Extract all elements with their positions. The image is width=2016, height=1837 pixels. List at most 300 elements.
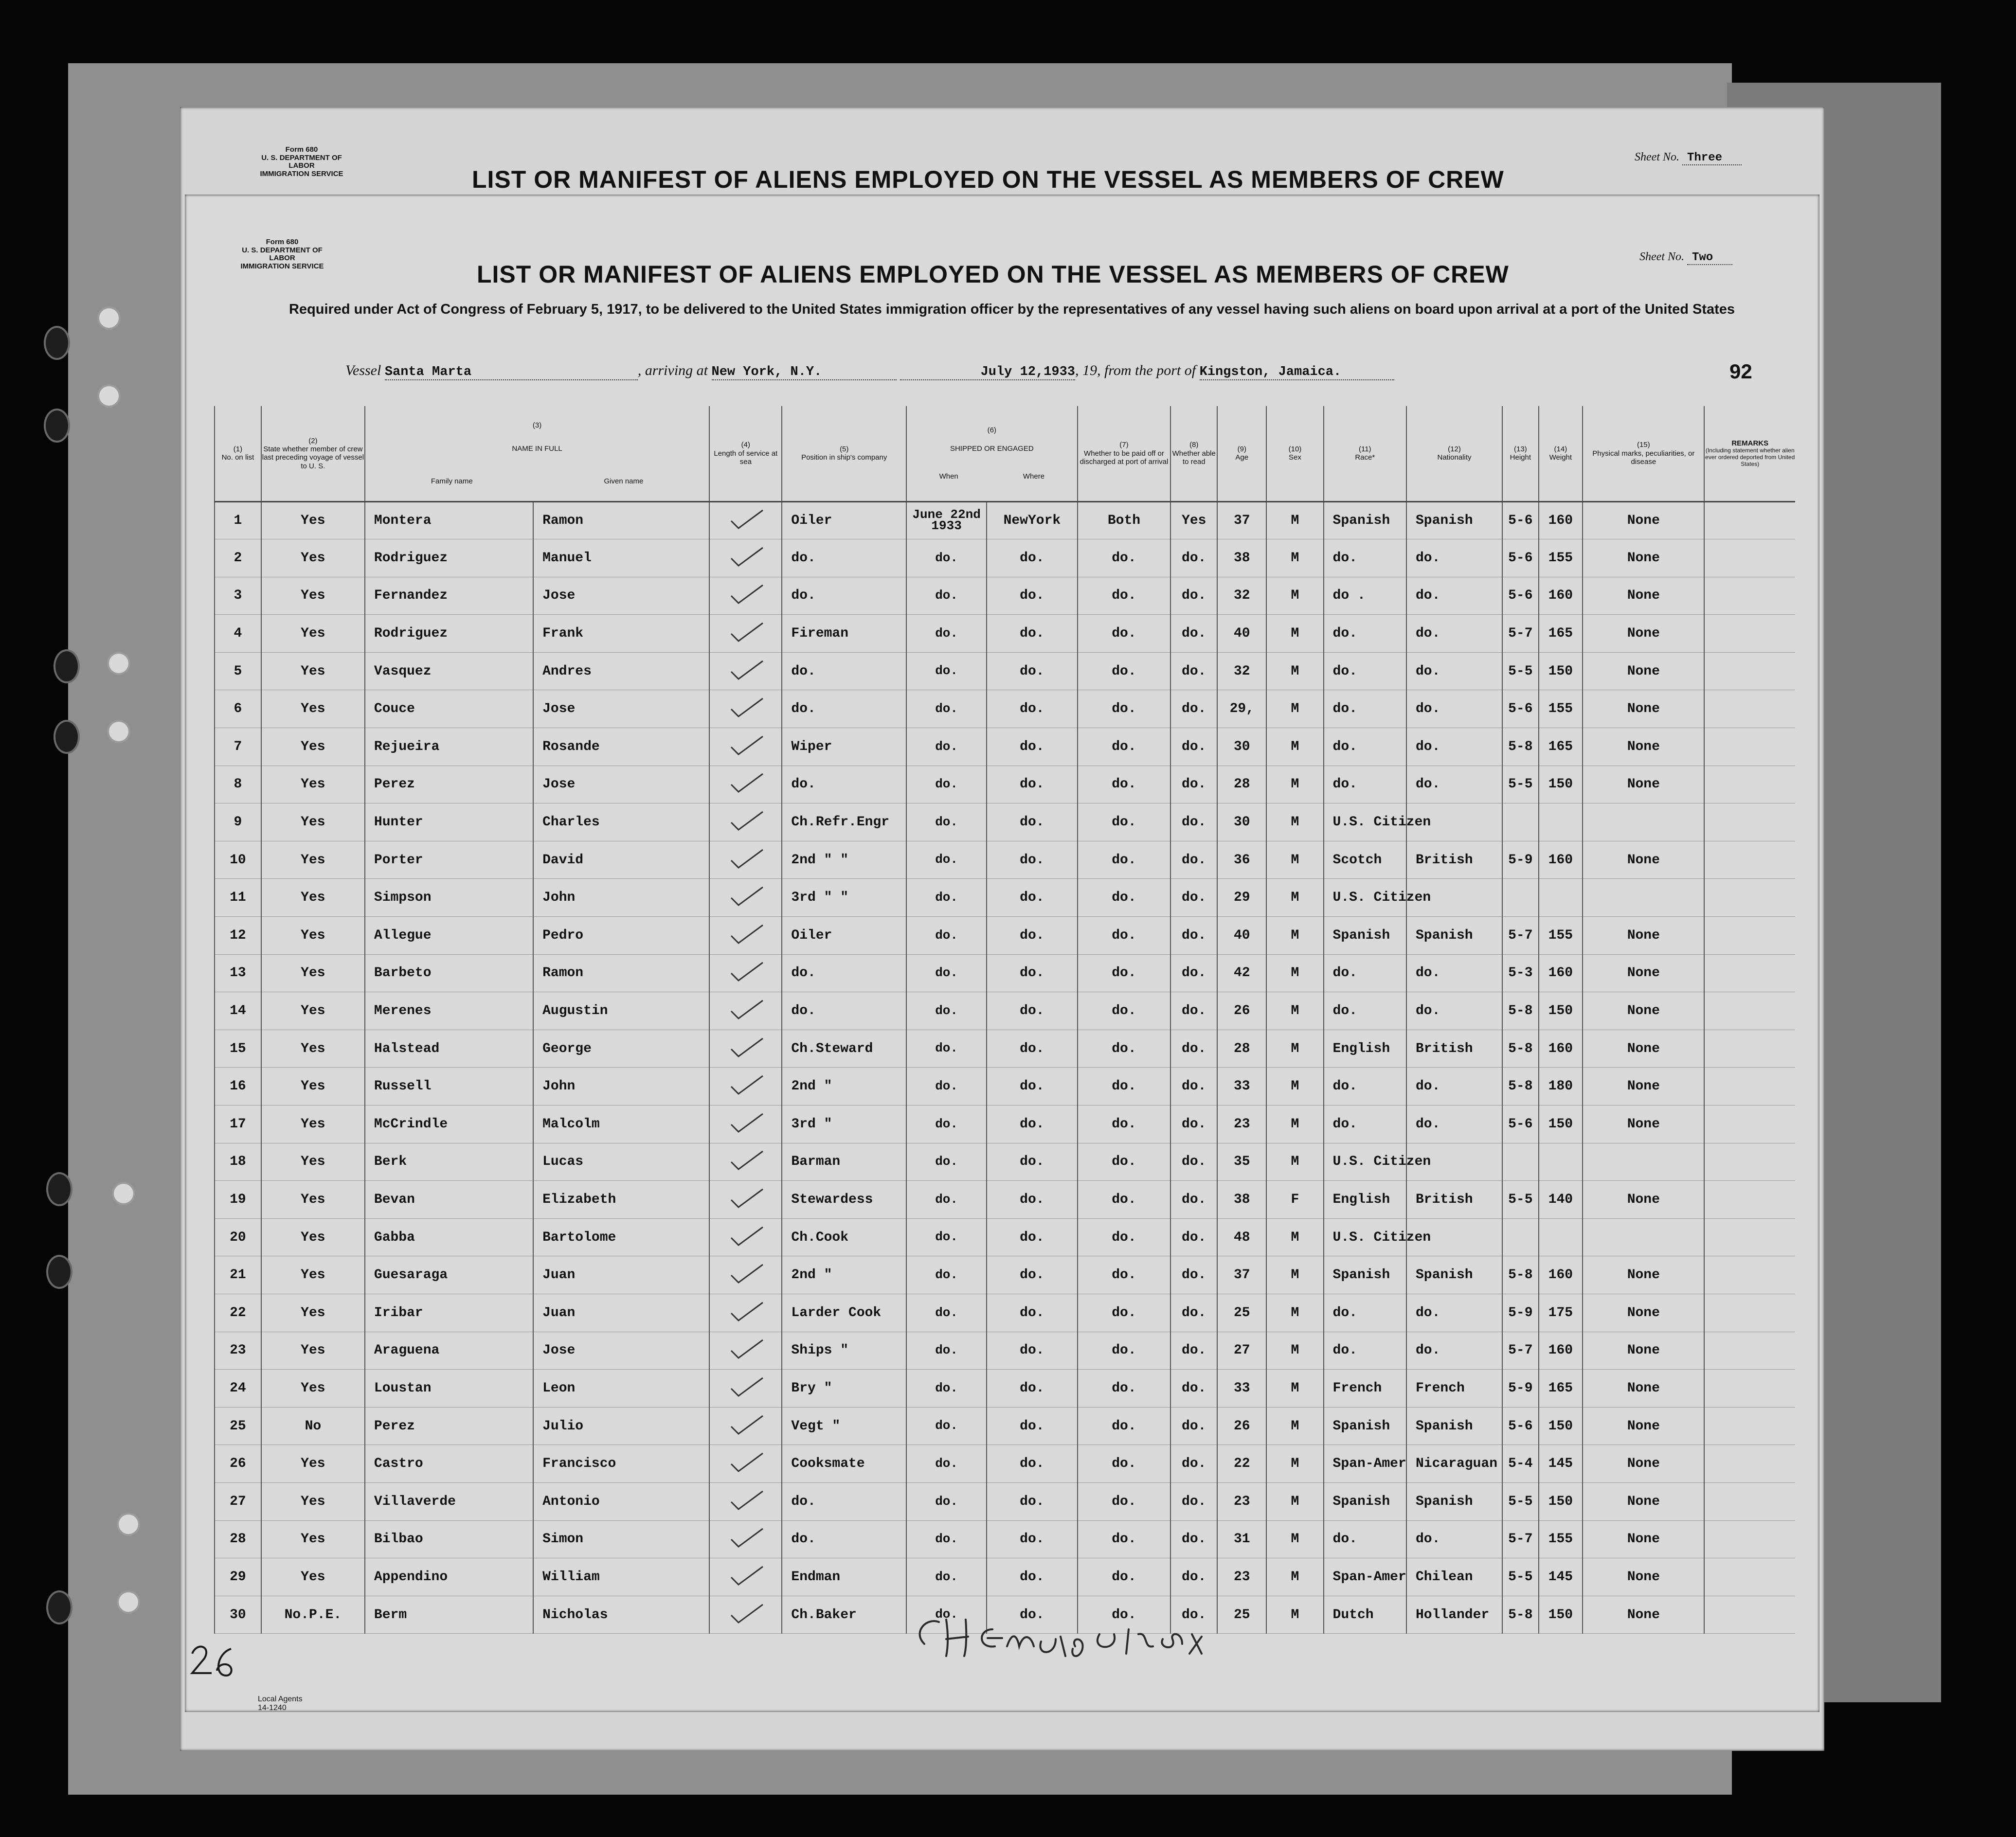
shipped-when: do. bbox=[906, 652, 987, 690]
position: do. bbox=[782, 954, 906, 992]
row-no: 3 bbox=[215, 577, 261, 615]
race: U.S. Citizen bbox=[1324, 1218, 1406, 1256]
col-paid-off: (7) Whether to be paid off or discharged at port of arrival bbox=[1078, 406, 1171, 501]
paid-off: do. bbox=[1078, 1256, 1171, 1294]
shipped-where: do. bbox=[987, 766, 1077, 803]
col-position: (5) Position in ship's company bbox=[782, 406, 906, 501]
sex: M bbox=[1266, 1407, 1323, 1445]
race: do. bbox=[1324, 766, 1406, 803]
age: 33 bbox=[1217, 1068, 1266, 1106]
able-to-read: do. bbox=[1170, 1370, 1217, 1408]
sheet-two bbox=[185, 195, 1819, 1712]
position: Vegt " bbox=[782, 1407, 906, 1445]
row-no: 5 bbox=[215, 652, 261, 690]
nationality: do. bbox=[1406, 1294, 1502, 1332]
shipped-where: do. bbox=[987, 690, 1077, 728]
remarks bbox=[1704, 652, 1795, 690]
remarks bbox=[1704, 1106, 1795, 1143]
check-mark-icon bbox=[724, 1223, 768, 1248]
physical-marks: None bbox=[1583, 1370, 1704, 1408]
physical-marks: None bbox=[1583, 1181, 1704, 1219]
paid-off: do. bbox=[1078, 652, 1171, 690]
paid-off: do. bbox=[1078, 728, 1171, 766]
able-to-read: do. bbox=[1170, 1106, 1217, 1143]
shipped-where: do. bbox=[987, 1445, 1077, 1483]
race: do. bbox=[1324, 992, 1406, 1030]
binder-hole bbox=[44, 409, 70, 443]
paid-off: do. bbox=[1078, 803, 1171, 841]
shipped-where: do. bbox=[987, 1143, 1077, 1181]
check-mark-icon bbox=[724, 1487, 768, 1512]
family-name: Simpson bbox=[365, 879, 533, 917]
shipped-where: do. bbox=[987, 803, 1077, 841]
able-to-read: do. bbox=[1170, 652, 1217, 690]
weight: 160 bbox=[1539, 1332, 1583, 1370]
shipped-when: do. bbox=[906, 1068, 987, 1106]
height: 5-7 bbox=[1502, 1332, 1539, 1370]
paid-off: do. bbox=[1078, 1596, 1171, 1634]
shipped-when: do. bbox=[906, 917, 987, 955]
nationality: do. bbox=[1406, 766, 1502, 803]
sex: F bbox=[1266, 1181, 1323, 1219]
family-name: Villaverde bbox=[365, 1482, 533, 1520]
sheet-three-title: LIST OR MANIFEST OF ALIENS EMPLOYED ON THE VESSEL AS MEMBERS OF CREW bbox=[472, 166, 1504, 193]
check-mark-icon bbox=[724, 959, 768, 983]
shipped-where: do. bbox=[987, 1407, 1077, 1445]
given-name: Frank bbox=[533, 615, 709, 653]
sex: M bbox=[1266, 577, 1323, 615]
sex: M bbox=[1266, 1030, 1323, 1068]
paid-off: do. bbox=[1078, 690, 1171, 728]
table-row bbox=[215, 1407, 1795, 1445]
table-row bbox=[215, 1445, 1795, 1483]
position: Ch.Steward bbox=[782, 1030, 906, 1068]
nationality: do. bbox=[1406, 992, 1502, 1030]
table-row bbox=[215, 917, 1795, 955]
table-row bbox=[215, 1558, 1795, 1596]
able-to-read: do. bbox=[1170, 577, 1217, 615]
physical-marks: None bbox=[1583, 1520, 1704, 1558]
position: do. bbox=[782, 766, 906, 803]
service-check bbox=[709, 1294, 782, 1332]
binder-hole bbox=[46, 1590, 72, 1624]
weight: 160 bbox=[1539, 1030, 1583, 1068]
check-mark-icon bbox=[724, 1374, 768, 1398]
height bbox=[1502, 879, 1539, 917]
age: 36 bbox=[1217, 841, 1266, 879]
sex: M bbox=[1266, 1445, 1323, 1483]
manifest-title: LIST OR MANIFEST OF ALIENS EMPLOYED ON THE VESSEL AS MEMBERS OF CREW bbox=[477, 261, 1509, 288]
sex: M bbox=[1266, 1294, 1323, 1332]
sex: M bbox=[1266, 917, 1323, 955]
remarks bbox=[1704, 690, 1795, 728]
family-name: Barbeto bbox=[365, 954, 533, 992]
binder-hole bbox=[46, 1255, 72, 1289]
row-no: 8 bbox=[215, 766, 261, 803]
last-voyage: Yes bbox=[261, 879, 365, 917]
given-name: Augustin bbox=[533, 992, 709, 1030]
family-name: Montera bbox=[365, 501, 533, 539]
binder-hole bbox=[46, 1172, 72, 1206]
physical-marks: None bbox=[1583, 917, 1704, 955]
weight: 165 bbox=[1539, 615, 1583, 653]
remarks bbox=[1704, 1256, 1795, 1294]
table-row bbox=[215, 1256, 1795, 1294]
given-name: Lucas bbox=[533, 1143, 709, 1181]
service-check bbox=[709, 1370, 782, 1408]
table-row bbox=[215, 728, 1795, 766]
remarks bbox=[1704, 1445, 1795, 1483]
race: Span-Amer bbox=[1324, 1558, 1406, 1596]
physical-marks: None bbox=[1583, 615, 1704, 653]
able-to-read: do. bbox=[1170, 954, 1217, 992]
page-number: 92 bbox=[1729, 360, 1752, 383]
physical-marks: None bbox=[1583, 1294, 1704, 1332]
height: 5-5 bbox=[1502, 1482, 1539, 1520]
shipped-when: do. bbox=[906, 1294, 987, 1332]
shipped-where: do. bbox=[987, 917, 1077, 955]
weight: 160 bbox=[1539, 1256, 1583, 1294]
check-mark-icon bbox=[724, 1110, 768, 1134]
family-name: Halstead bbox=[365, 1030, 533, 1068]
position: do. bbox=[782, 577, 906, 615]
row-no: 15 bbox=[215, 1030, 261, 1068]
physical-marks: None bbox=[1583, 841, 1704, 879]
physical-marks: None bbox=[1583, 1106, 1704, 1143]
race: do. bbox=[1324, 954, 1406, 992]
col-remarks: REMARKS (Including statement whether alien ever ordered deported from United States) bbox=[1704, 406, 1795, 501]
paid-off: do. bbox=[1078, 1294, 1171, 1332]
binder-hole bbox=[44, 326, 70, 360]
weight: 150 bbox=[1539, 1482, 1583, 1520]
given-name: Pedro bbox=[533, 917, 709, 955]
weight: 140 bbox=[1539, 1181, 1583, 1219]
physical-marks: None bbox=[1583, 577, 1704, 615]
position: Ch.Baker bbox=[782, 1596, 906, 1634]
check-mark-icon bbox=[724, 1336, 768, 1360]
race: Spanish bbox=[1324, 1256, 1406, 1294]
weight: 155 bbox=[1539, 917, 1583, 955]
paid-off: do. bbox=[1078, 1218, 1171, 1256]
sex: M bbox=[1266, 728, 1323, 766]
race: do. bbox=[1324, 1520, 1406, 1558]
family-name: Castro bbox=[365, 1445, 533, 1483]
remarks bbox=[1704, 1370, 1795, 1408]
family-name: Russell bbox=[365, 1068, 533, 1106]
row-no: 12 bbox=[215, 917, 261, 955]
sex: M bbox=[1266, 1482, 1323, 1520]
height: 5-7 bbox=[1502, 1520, 1539, 1558]
row-no: 21 bbox=[215, 1256, 261, 1294]
able-to-read: do. bbox=[1170, 879, 1217, 917]
remarks bbox=[1704, 539, 1795, 577]
physical-marks: None bbox=[1583, 1256, 1704, 1294]
shipped-when: do. bbox=[906, 1256, 987, 1294]
given-name: Antonio bbox=[533, 1482, 709, 1520]
given-name: Elizabeth bbox=[533, 1181, 709, 1219]
paid-off: do. bbox=[1078, 1143, 1171, 1181]
binder-ring bbox=[117, 1513, 140, 1536]
race: do. bbox=[1324, 615, 1406, 653]
physical-marks bbox=[1583, 803, 1704, 841]
physical-marks: None bbox=[1583, 992, 1704, 1030]
shipped-when: do. bbox=[906, 1370, 987, 1408]
margin-note bbox=[185, 1639, 238, 1683]
paid-off: do. bbox=[1078, 879, 1171, 917]
service-check bbox=[709, 1106, 782, 1143]
table-row bbox=[215, 539, 1795, 577]
race: Spanish bbox=[1324, 917, 1406, 955]
last-voyage: Yes bbox=[261, 1294, 365, 1332]
position: do. bbox=[782, 690, 906, 728]
row-no: 29 bbox=[215, 1558, 261, 1596]
shipped-when: do. bbox=[906, 1558, 987, 1596]
paid-off: do. bbox=[1078, 1445, 1171, 1483]
position: Endman bbox=[782, 1558, 906, 1596]
nationality: do. bbox=[1406, 954, 1502, 992]
form-number-two: Form 680 U. S. DEPARTMENT OF LABOR IMMIGRATION SERVICE bbox=[240, 238, 324, 270]
position: 3rd " " bbox=[782, 879, 906, 917]
position: Fireman bbox=[782, 615, 906, 653]
service-check bbox=[709, 1520, 782, 1558]
given-name: Leon bbox=[533, 1370, 709, 1408]
binder-ring bbox=[97, 384, 121, 408]
paid-off: do. bbox=[1078, 1106, 1171, 1143]
able-to-read: do. bbox=[1170, 1482, 1217, 1520]
last-voyage: Yes bbox=[261, 1445, 365, 1483]
able-to-read: Yes bbox=[1170, 501, 1217, 539]
required-under-act: Required under Act of Congress of February 5, 1917, to be delivered to the United States immigration officer by the representatives of any vessel having such aliens on board upon arrival at a port of the United States bbox=[288, 302, 1735, 317]
shipped-where: do. bbox=[987, 1332, 1077, 1370]
check-mark-icon bbox=[724, 1147, 768, 1172]
height: 5-8 bbox=[1502, 728, 1539, 766]
sex: M bbox=[1266, 992, 1323, 1030]
col-read: (8) Whether able to read bbox=[1170, 406, 1217, 501]
height: 5-5 bbox=[1502, 1558, 1539, 1596]
physical-marks: None bbox=[1583, 1445, 1704, 1483]
age: 23 bbox=[1217, 1482, 1266, 1520]
race: do. bbox=[1324, 539, 1406, 577]
given-name: Andres bbox=[533, 652, 709, 690]
age: 40 bbox=[1217, 615, 1266, 653]
col-no: (1) No. on list bbox=[215, 406, 261, 501]
nationality: Spanish bbox=[1406, 917, 1502, 955]
race: Spanish bbox=[1324, 1407, 1406, 1445]
given-name: Juan bbox=[533, 1256, 709, 1294]
age: 42 bbox=[1217, 954, 1266, 992]
table-row bbox=[215, 1520, 1795, 1558]
shipped-where: do. bbox=[987, 615, 1077, 653]
shipped-where: do. bbox=[987, 879, 1077, 917]
shipped-where: do. bbox=[987, 1256, 1077, 1294]
row-no: 9 bbox=[215, 803, 261, 841]
given-name: John bbox=[533, 879, 709, 917]
age: 29, bbox=[1217, 690, 1266, 728]
sex: M bbox=[1266, 690, 1323, 728]
position: Stewardess bbox=[782, 1181, 906, 1219]
remarks bbox=[1704, 1520, 1795, 1558]
table-row bbox=[215, 1068, 1795, 1106]
family-name: Couce bbox=[365, 690, 533, 728]
col-sex: (10) Sex bbox=[1266, 406, 1323, 501]
last-voyage: No.P.E. bbox=[261, 1596, 365, 1634]
position: Bry " bbox=[782, 1370, 906, 1408]
height: 5-9 bbox=[1502, 1370, 1539, 1408]
last-voyage: Yes bbox=[261, 1520, 365, 1558]
able-to-read: do. bbox=[1170, 1218, 1217, 1256]
age: 37 bbox=[1217, 1256, 1266, 1294]
remarks bbox=[1704, 954, 1795, 992]
check-mark-icon bbox=[724, 657, 768, 681]
shipped-when: do. bbox=[906, 1143, 987, 1181]
row-no: 14 bbox=[215, 992, 261, 1030]
check-mark-icon bbox=[724, 1299, 768, 1323]
check-mark-icon bbox=[724, 732, 768, 757]
able-to-read: do. bbox=[1170, 1068, 1217, 1106]
row-no: 7 bbox=[215, 728, 261, 766]
service-check bbox=[709, 1558, 782, 1596]
shipped-when: do. bbox=[906, 803, 987, 841]
position: Oiler bbox=[782, 917, 906, 955]
last-voyage: Yes bbox=[261, 1256, 365, 1294]
height: 5-3 bbox=[1502, 954, 1539, 992]
check-mark-icon bbox=[724, 921, 768, 945]
weight: 160 bbox=[1539, 841, 1583, 879]
check-mark-icon bbox=[724, 544, 768, 568]
weight: 145 bbox=[1539, 1445, 1583, 1483]
age: 31 bbox=[1217, 1520, 1266, 1558]
sex: M bbox=[1266, 766, 1323, 803]
form-number-three: Form 680 U. S. DEPARTMENT OF LABOR IMMIGRATION SERVICE bbox=[260, 145, 343, 178]
family-name: Appendino bbox=[365, 1558, 533, 1596]
height: 5-6 bbox=[1502, 501, 1539, 539]
col-physical-marks: (15) Physical marks, peculiarities, or disease bbox=[1583, 406, 1704, 501]
last-voyage: Yes bbox=[261, 954, 365, 992]
shipped-where: do. bbox=[987, 1596, 1077, 1634]
family-name: Perez bbox=[365, 766, 533, 803]
race: do. bbox=[1324, 1332, 1406, 1370]
position: Ch.Refr.Engr bbox=[782, 803, 906, 841]
sex: M bbox=[1266, 1520, 1323, 1558]
shipped-where: do. bbox=[987, 539, 1077, 577]
height: 5-8 bbox=[1502, 1256, 1539, 1294]
age: 32 bbox=[1217, 652, 1266, 690]
service-check bbox=[709, 615, 782, 653]
row-no: 19 bbox=[215, 1181, 261, 1219]
race: do. bbox=[1324, 652, 1406, 690]
paid-off: do. bbox=[1078, 1558, 1171, 1596]
family-name: Loustan bbox=[365, 1370, 533, 1408]
height: 5-9 bbox=[1502, 1294, 1539, 1332]
age: 30 bbox=[1217, 728, 1266, 766]
shipped-when: do. bbox=[906, 992, 987, 1030]
nationality: British bbox=[1406, 1181, 1502, 1219]
table-row bbox=[215, 690, 1795, 728]
sheet-two-number: Sheet No. Two bbox=[1639, 250, 1732, 264]
shipped-where: NewYork bbox=[987, 501, 1077, 539]
table-row bbox=[215, 1030, 1795, 1068]
sex: M bbox=[1266, 954, 1323, 992]
race: Span-Amer bbox=[1324, 1445, 1406, 1483]
remarks bbox=[1704, 1596, 1795, 1634]
shipped-when: do. bbox=[906, 577, 987, 615]
shipped-when: do. bbox=[906, 1445, 987, 1483]
position: Ch.Cook bbox=[782, 1218, 906, 1256]
table-row bbox=[215, 577, 1795, 615]
row-no: 28 bbox=[215, 1520, 261, 1558]
service-check bbox=[709, 879, 782, 917]
table-row bbox=[215, 1332, 1795, 1370]
col-height: (13) Height bbox=[1502, 406, 1539, 501]
service-check bbox=[709, 841, 782, 879]
sex: M bbox=[1266, 501, 1323, 539]
shipped-where: do. bbox=[987, 992, 1077, 1030]
able-to-read: do. bbox=[1170, 539, 1217, 577]
last-voyage: Yes bbox=[261, 1558, 365, 1596]
given-name: William bbox=[533, 1558, 709, 1596]
position: 3rd " bbox=[782, 1106, 906, 1143]
nationality: do. bbox=[1406, 728, 1502, 766]
sheet-three-number: Sheet No. Three bbox=[1635, 151, 1742, 164]
sex: M bbox=[1266, 803, 1323, 841]
given-name: Jose bbox=[533, 577, 709, 615]
weight bbox=[1539, 879, 1583, 917]
nationality: Spanish bbox=[1406, 501, 1502, 539]
family-name: Guesaraga bbox=[365, 1256, 533, 1294]
check-mark-icon bbox=[724, 1412, 768, 1436]
service-check bbox=[709, 1030, 782, 1068]
last-voyage: Yes bbox=[261, 1030, 365, 1068]
shipped-where: do. bbox=[987, 1520, 1077, 1558]
last-voyage: No bbox=[261, 1407, 365, 1445]
age: 37 bbox=[1217, 501, 1266, 539]
check-mark-icon bbox=[724, 997, 768, 1021]
shipped-where: do. bbox=[987, 1294, 1077, 1332]
check-mark-icon bbox=[724, 1185, 768, 1210]
able-to-read: do. bbox=[1170, 728, 1217, 766]
binder-ring bbox=[97, 306, 121, 330]
race: U.S. Citizen bbox=[1324, 1143, 1406, 1181]
height: 5-6 bbox=[1502, 1407, 1539, 1445]
able-to-read: do. bbox=[1170, 917, 1217, 955]
remarks bbox=[1704, 1558, 1795, 1596]
row-no: 1 bbox=[215, 501, 261, 539]
given-name: Malcolm bbox=[533, 1106, 709, 1143]
remarks bbox=[1704, 992, 1795, 1030]
height: 5-6 bbox=[1502, 577, 1539, 615]
nationality: do. bbox=[1406, 615, 1502, 653]
given-name: Rosande bbox=[533, 728, 709, 766]
race: do. bbox=[1324, 1068, 1406, 1106]
height bbox=[1502, 1143, 1539, 1181]
last-voyage: Yes bbox=[261, 1106, 365, 1143]
sex: M bbox=[1266, 1256, 1323, 1294]
nationality: Hollander bbox=[1406, 1596, 1502, 1634]
given-name: Juan bbox=[533, 1294, 709, 1332]
given-name: George bbox=[533, 1030, 709, 1068]
remarks bbox=[1704, 1068, 1795, 1106]
remarks bbox=[1704, 1218, 1795, 1256]
race: do. bbox=[1324, 1106, 1406, 1143]
given-name: John bbox=[533, 1068, 709, 1106]
service-check bbox=[709, 501, 782, 539]
row-no: 2 bbox=[215, 539, 261, 577]
given-name: Simon bbox=[533, 1520, 709, 1558]
nationality: Chilean bbox=[1406, 1558, 1502, 1596]
table-row bbox=[215, 615, 1795, 653]
service-check bbox=[709, 803, 782, 841]
last-voyage: Yes bbox=[261, 728, 365, 766]
